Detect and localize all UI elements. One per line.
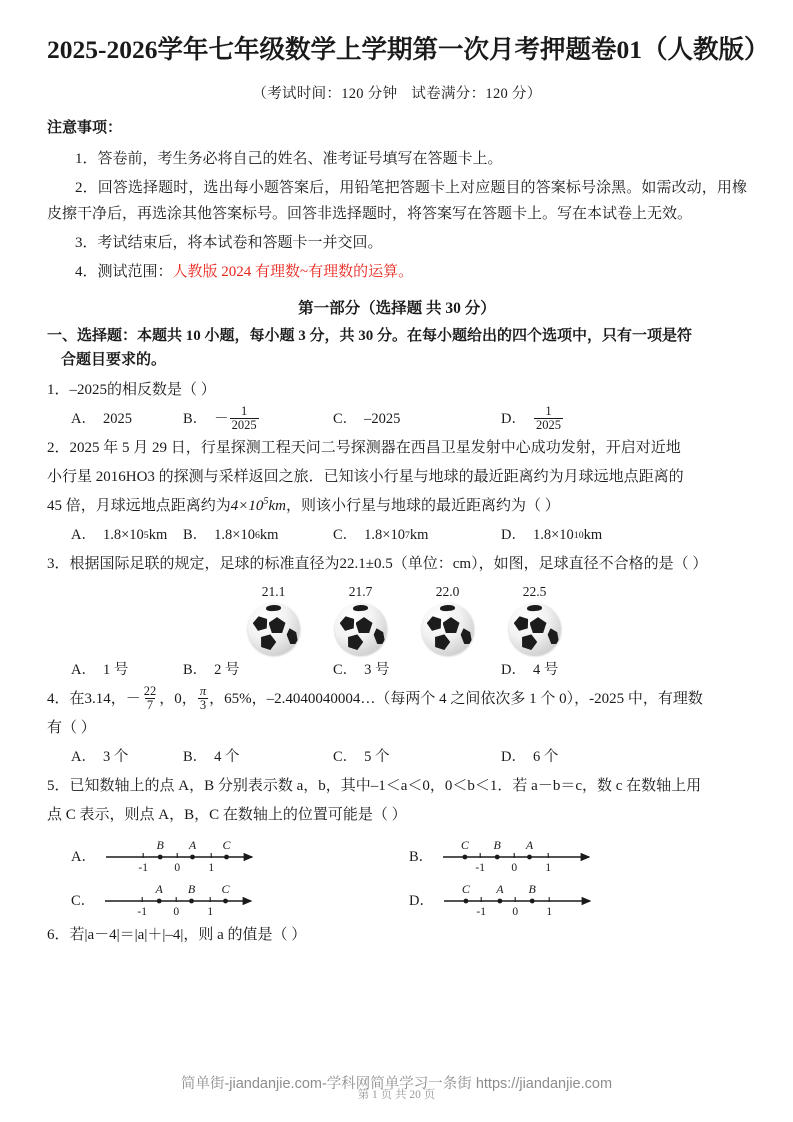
- svg-text:-1: -1: [137, 906, 148, 919]
- question-2-number: 2．: [47, 439, 70, 456]
- question-6-number: 6．: [47, 927, 70, 944]
- number-line-diagram: [440, 877, 596, 919]
- option-exponent: 10: [573, 529, 584, 541]
- option-label: A．: [71, 662, 96, 679]
- question-5-number: 5．: [47, 777, 70, 794]
- section-intro-line1: 一、选择题：本题共 10 小题，每小题 3 分，共 30 分。在每小题给出的四个选项中，只有一项是符: [47, 328, 693, 345]
- question-2-option-b[interactable]: [183, 522, 333, 550]
- option-label: C．: [333, 527, 358, 544]
- svg-text:0: 0: [511, 862, 518, 875]
- svg-text:0: 0: [174, 862, 181, 875]
- option-value: 3 个: [102, 749, 129, 766]
- part-one-heading: 第一部分（选择题 共 30 分）: [298, 300, 496, 318]
- option-label: A．: [71, 411, 96, 428]
- option-value: 5 个: [364, 749, 390, 766]
- soccer-ball-item: [507, 584, 563, 655]
- fraction: [230, 405, 259, 432]
- fraction-numerator: π: [199, 683, 207, 698]
- question-1-option-a[interactable]: [71, 406, 183, 434]
- question-5-option-c[interactable]: [71, 877, 409, 921]
- svg-text:1: 1: [545, 862, 552, 875]
- page-content: [47, 34, 770, 952]
- question-1-option-c[interactable]: [333, 406, 501, 434]
- option-label: B．: [183, 749, 208, 766]
- question-6: [47, 921, 747, 950]
- question-4-option-d[interactable]: [501, 744, 558, 772]
- option-value: 4 号: [532, 662, 559, 679]
- svg-text:C: C: [221, 882, 230, 897]
- question-4-mid1: ，0，: [159, 690, 197, 707]
- question-1-text: –2025的相反数是（ ）: [69, 381, 216, 398]
- option-label: D．: [409, 893, 434, 910]
- soccer-ball-icon: [422, 603, 474, 655]
- minus-sign: －: [125, 690, 141, 707]
- option-unit: km: [148, 527, 168, 544]
- notice-heading: 注意事项：: [47, 119, 123, 136]
- question-3-option-b[interactable]: [183, 657, 333, 685]
- question-4-option-c[interactable]: [333, 744, 501, 772]
- svg-text:-1: -1: [476, 906, 486, 919]
- soccer-ball-icon: [335, 603, 387, 655]
- soccer-ball-icon: [509, 603, 561, 655]
- footer: [0, 1072, 793, 1101]
- fraction-denominator: 7: [146, 697, 154, 712]
- svg-text:B: B: [156, 838, 164, 853]
- question-4-pre: 在3.14，: [69, 690, 126, 707]
- svg-text:1: 1: [546, 906, 553, 919]
- question-5-option-a[interactable]: [71, 833, 409, 877]
- option-unit: km: [259, 527, 279, 544]
- svg-text:A: A: [496, 882, 504, 897]
- option-label: B．: [183, 527, 208, 544]
- question-1: [47, 376, 747, 405]
- option-value: 1 号: [102, 662, 129, 679]
- question-5-line1: 已知数轴上的点 A，B 分别表示数 a，b，其中–1＜a＜0，0＜b＜1．若 a－b＝c，数 c 在数轴上用: [69, 777, 702, 794]
- option-label: C．: [71, 893, 96, 910]
- svg-text:-1: -1: [475, 862, 486, 875]
- question-2-line1: 2025 年 5 月 29 日，行星探测工程天问二号探测器在西昌卫星发射中心成功发射，开启对近地: [69, 439, 681, 456]
- notice-item-4-prefix: 4．测试范围：: [75, 263, 173, 280]
- fraction: [142, 685, 159, 712]
- question-3-number: 3．: [47, 555, 70, 572]
- notice-item-1: 1．答卷前，考生务必将自己的姓名、准考证号填写在答题卡上。: [75, 150, 503, 167]
- question-4-number: 4．: [47, 690, 70, 707]
- option-label: D．: [501, 527, 526, 544]
- option-label: D．: [501, 749, 526, 766]
- option-value: 1.8×10: [214, 527, 255, 544]
- soccer-ball-figure: [47, 584, 747, 655]
- question-3-option-a[interactable]: [71, 657, 183, 685]
- soccer-ball-value: 22.0: [435, 584, 460, 600]
- option-exponent: 6: [254, 529, 260, 541]
- fraction-denominator: 2025: [535, 418, 561, 433]
- number-line-diagram: [102, 833, 258, 875]
- question-3-text: 根据国际足联的规定，足球的标准直径为22.1±0.5（单位：cm），如图，足球直径不合格的是（ ）: [69, 555, 708, 572]
- question-2-line3: [47, 492, 747, 521]
- option-label: A．: [71, 749, 96, 766]
- section-intro: [47, 325, 747, 372]
- svg-text:A: A: [526, 838, 534, 853]
- question-2: [47, 434, 747, 522]
- svg-text:B: B: [493, 838, 502, 853]
- question-2-option-c[interactable]: [333, 522, 501, 550]
- svg-text:C: C: [461, 882, 470, 897]
- option-value: 1.8×10: [102, 527, 144, 544]
- fraction-denominator: 2025: [231, 418, 257, 433]
- question-1-option-d[interactable]: [501, 406, 564, 434]
- number-line-diagram: [439, 833, 595, 875]
- question-1-number: 1．: [47, 381, 70, 398]
- question-5: [47, 772, 747, 831]
- option-value: 2 号: [214, 662, 240, 679]
- fraction: [198, 685, 208, 712]
- option-unit: km: [409, 527, 429, 544]
- question-5-line2: 点 C 表示，则点 A，B，C 在数轴上的位置可能是（ ）: [47, 807, 407, 823]
- fraction-numerator: 1: [241, 404, 248, 419]
- question-4-option-b[interactable]: [183, 744, 333, 772]
- notice-item-2: 2．回答选择题时，选出每小题答案后，用铅笔把答题卡上对应题目的答案标号涂黑。如需改动，用橡皮擦干净后，再选涂其他答案标号。回答非选择题时，将答案写在答题卡上。写在本试卷上无效。: [47, 179, 747, 223]
- question-2-options: [47, 522, 747, 550]
- option-label: D．: [501, 411, 526, 428]
- question-4-mid3: –2.4040040004…（每两个 4 之间依次多 1 个 0），-2025 中，有理数: [266, 690, 703, 707]
- question-3-option-c[interactable]: [333, 657, 501, 685]
- svg-text:0: 0: [512, 906, 519, 919]
- question-6-text: 若|a－4|＝|a|＋|–4|，则 a 的值是（ ）: [69, 927, 307, 944]
- question-3-options: [47, 657, 747, 685]
- option-label: A．: [71, 849, 96, 866]
- question-4: [47, 685, 747, 744]
- soccer-ball-value: 21.1: [261, 584, 286, 600]
- svg-text:-1: -1: [138, 862, 148, 875]
- option-exponent: 5: [143, 529, 149, 541]
- question-2-line3-b: ，则该小行星与地球的最近距离约为（ ）: [285, 498, 560, 515]
- svg-text:A: A: [155, 882, 164, 897]
- fraction-numerator: 22: [143, 683, 157, 698]
- section-intro-line2: 合题目要求的。: [61, 351, 167, 368]
- svg-text:1: 1: [207, 906, 214, 919]
- option-exponent: 7: [404, 529, 410, 541]
- option-label: C．: [333, 749, 358, 766]
- question-4-line2: 有（ ）: [47, 719, 96, 736]
- soccer-ball-item: [333, 584, 389, 655]
- svg-text:A: A: [188, 838, 197, 853]
- option-unit: km: [583, 527, 603, 544]
- question-2-option-a[interactable]: [71, 522, 183, 550]
- option-label: C．: [333, 411, 358, 428]
- question-5-options: [47, 833, 747, 921]
- option-value: –2025: [364, 411, 401, 428]
- option-value: 2025: [102, 411, 132, 428]
- minus-sign: －: [214, 411, 229, 428]
- exam-subtitle: [47, 82, 747, 103]
- test-scope-text: 人教版 2024 有理数~有理数的运算。: [172, 263, 414, 280]
- option-label: C．: [333, 662, 358, 679]
- option-value: 4 个: [214, 749, 240, 766]
- svg-text:C: C: [222, 838, 231, 853]
- notice-item-4: [47, 259, 747, 286]
- number-line-diagram: [101, 877, 257, 919]
- soccer-ball-item: [246, 584, 302, 655]
- svg-text:B: B: [528, 882, 536, 897]
- svg-text:1: 1: [208, 862, 215, 875]
- page-title: 2025-2026学年七年级数学上学期第一次月考押题卷01（人教版）: [47, 35, 770, 64]
- fraction: [534, 405, 563, 432]
- svg-text:C: C: [461, 838, 470, 853]
- svg-text:0: 0: [173, 906, 180, 919]
- fraction-denominator: 3: [199, 697, 207, 712]
- option-label: D．: [501, 662, 526, 679]
- question-2-option-d[interactable]: [501, 522, 602, 550]
- question-1-options: [47, 406, 747, 434]
- question-2-line3-a: 45 倍，月球远地点距离约为: [47, 498, 231, 515]
- option-value: 6 个: [532, 749, 559, 766]
- question-4-option-a[interactable]: [71, 744, 183, 772]
- question-1-option-b[interactable]: [183, 406, 333, 434]
- option-value: 1.8×10: [532, 527, 574, 544]
- exam-duration: （考试时间：120 分钟: [252, 85, 398, 102]
- soccer-ball-value: 22.5: [522, 584, 547, 600]
- question-5-option-b[interactable]: [409, 833, 747, 877]
- option-value: 3 号: [364, 662, 390, 679]
- question-5-option-d[interactable]: [409, 877, 747, 921]
- soccer-ball-value: 21.7: [348, 584, 373, 600]
- option-label: B．: [409, 849, 434, 866]
- soccer-ball-item: [420, 584, 476, 655]
- question-4-options: [47, 744, 747, 772]
- fraction-numerator: 1: [545, 404, 552, 419]
- option-label: A．: [71, 527, 96, 544]
- question-3: [47, 550, 747, 579]
- page-number: 第 1 页 共 20 页: [357, 1089, 436, 1101]
- question-2-line2: 小行星 2016HO3 的探测与采样返回之旅．已知该小行星与地球的最近距离约为月球远地点距离的: [47, 468, 684, 485]
- notice-item-3: 3．考试结束后，将本试卷和答题卡一并交回。: [75, 234, 383, 251]
- exam-total-score: 试卷满分：120 分）: [411, 85, 542, 102]
- svg-text:B: B: [188, 882, 196, 897]
- option-value: 1.8×10: [364, 527, 405, 544]
- option-label: B．: [183, 662, 208, 679]
- option-label: B．: [183, 411, 208, 428]
- soccer-ball-icon: [248, 603, 300, 655]
- watermark-text: 简单街-jiandanjie.com-学科网简单学习一条街 https://jiandanjie.com: [180, 1076, 613, 1092]
- scientific-notation: $4\times 10^5km$: [230, 496, 286, 515]
- question-3-option-d[interactable]: [501, 657, 558, 685]
- question-4-mid2: ，65%，: [209, 690, 267, 707]
